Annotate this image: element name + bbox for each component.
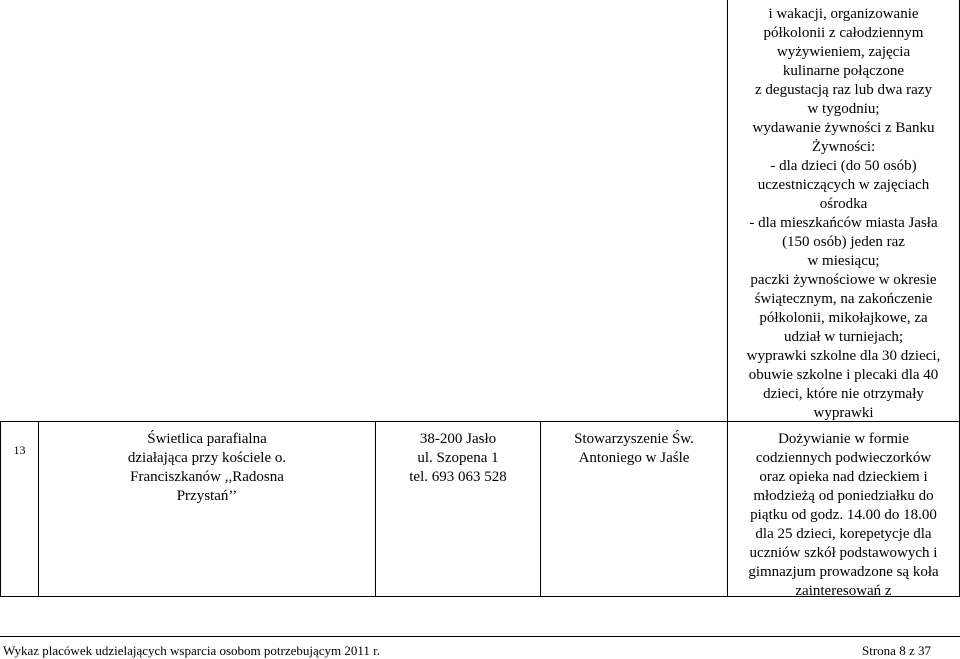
text-line: działająca przy kościele o.	[127, 450, 287, 466]
services-cell	[728, 430, 959, 601]
text-line: oraz opieka nad dzieckiem i	[759, 469, 928, 485]
text-line: Dożywianie w formie	[778, 431, 909, 447]
text-line: młodzieżą od poniedziałku do	[753, 488, 934, 504]
text-line: uczniów szkół podstawowych i	[749, 545, 938, 561]
services-continuation-cell	[728, 5, 959, 423]
text-line: ośrodka	[819, 196, 868, 212]
text-line: wyprawki	[813, 405, 874, 421]
text-line: kulinarne połączone	[782, 63, 905, 79]
text-line: codziennych podwieczorków	[755, 450, 932, 466]
text-line: Stowarzyszenie Św.	[574, 431, 694, 447]
text-line: wyżywieniem, zajęcia	[776, 44, 911, 60]
text-line: ul. Szopena 1	[417, 450, 499, 466]
text-line: dla 25 dzieci, korepetycje dla	[755, 526, 932, 542]
row-number-cell	[1, 443, 38, 457]
text-line: świątecznym, na zakończenie	[754, 291, 933, 307]
text-line: dzieci, które nie otrzymały	[763, 386, 924, 402]
text-line: udział w turniejach;	[783, 329, 904, 345]
text-line: piątku od godz. 14.00 do 18.00	[750, 507, 937, 523]
text-line: półkolonii, mikołajkowe, za	[759, 310, 928, 326]
text-line: Przystań’’	[176, 488, 238, 504]
address-cell	[376, 430, 540, 487]
text-line: w miesiącu;	[807, 253, 880, 269]
text-line: - dla mieszkańców miasta Jasła	[749, 215, 938, 231]
text-line: obuwie szkolne i plecaki dla 40	[748, 367, 939, 383]
row-number: 13	[13, 443, 26, 457]
text-line: półkolonii z całodziennym	[763, 25, 924, 41]
text-line: Żywności:	[811, 139, 876, 155]
text-line: Świetlica parafialna	[147, 431, 267, 447]
text-line: uczestniczących w zajęciach	[757, 177, 930, 193]
text-line: tel. 693 063 528	[409, 469, 507, 485]
text-line: gimnazjum prowadzone są koła	[748, 564, 939, 580]
text-line: 38-200 Jasło	[419, 431, 497, 447]
text-line: paczki żywnościowe w okresie	[750, 272, 937, 288]
text-line: i wakacji, organizowanie	[768, 6, 919, 22]
footer-title: Wykaz placówek udzielających wsparcia osobom potrzebującym 2011 r.	[3, 643, 381, 658]
text-line: - dla dzieci (do 50 osób)	[770, 158, 917, 174]
organizer-cell	[541, 430, 727, 468]
text-line: (150 osób) jeden raz	[782, 234, 905, 250]
text-line: wydawanie żywności z Banku	[752, 120, 935, 136]
text-line: z degustacją raz lub dwa razy	[755, 82, 932, 98]
text-line: wyprawki szkolne dla 30 dzieci,	[746, 348, 941, 364]
text-line: Franciszkanów ,,Radosna	[130, 469, 284, 485]
text-line: Antoniego w Jaśle	[578, 450, 690, 466]
text-line: zainteresowań z	[795, 583, 892, 599]
footer-rule	[0, 636, 960, 637]
text-line: w tygodniu;	[807, 101, 880, 117]
institution-name-cell	[39, 430, 375, 506]
page-number: Strona 8 z 37	[862, 643, 931, 658]
